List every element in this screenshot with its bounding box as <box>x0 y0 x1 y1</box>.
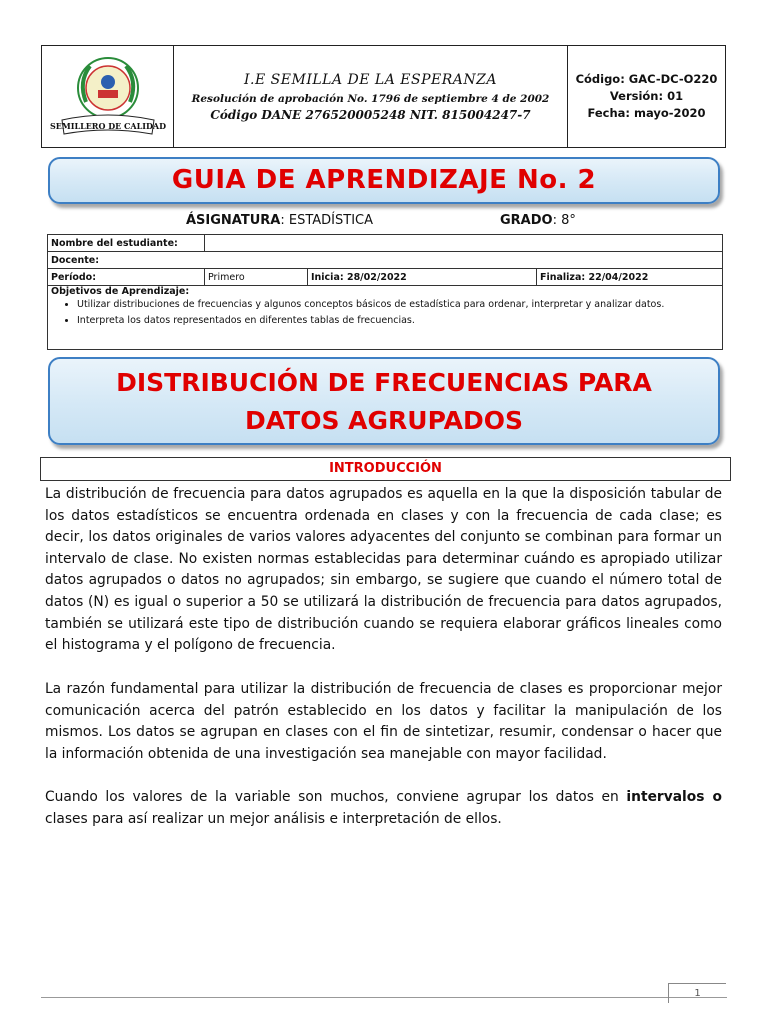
document-header <box>41 45 726 148</box>
topic-title-line1: DISTRIBUCIÓN DE FRECUENCIAS PARA <box>116 368 652 397</box>
objective-item: • Interpreta los datos representados en diferentes tablas de frecuencias. <box>77 314 719 328</box>
resolution-text: Resolución de aprobación No. 1796 de septiembre 4 de 2002 <box>191 93 550 105</box>
start-date: Inicia: 28/02/2022 <box>308 269 537 286</box>
student-name-field[interactable] <box>205 235 723 252</box>
dane-text: Código DANE 276520005248 NIT. 815004247-7 <box>210 108 531 122</box>
document-date: Fecha: mayo-2020 <box>587 106 706 120</box>
subject-value: ESTADÍSTICA <box>288 213 374 228</box>
emphasis-intervals: intervalos o <box>626 789 722 805</box>
topic-title-line2: DATOS AGRUPADOS <box>245 406 523 435</box>
objective-item: • Utilizar distribuciones de frecuencias y algunos conceptos básicos de estadística para ordenar, interpretar y analizar datos. <box>77 298 719 312</box>
period-label: Período: <box>48 269 205 286</box>
document-code: Código: GAC-DC-O220 <box>575 72 718 86</box>
svg-text:SEMILLERO DE CALIDAD: SEMILLERO DE CALIDAD <box>49 120 166 131</box>
student-info-table <box>47 234 723 286</box>
document-page: SEMILLERO DE CALIDAD I.E SEMILLA DE LA ESPERANZA Resolución de aprobación No. 1796 de septiembre 4 de 2002 Código DANE 276520005248 NIT. 815004247-7 Código: GAC-DC-O220 Versión: 01 Fecha: mayo-2020 GUIA DE APRENDIZAJE No. 2 ÁSIGNATURA: ESTADÍSTICA GRADO: 8° Nombre del estudiante: Docente: Período: Primero Inicia: 28/02/2022 Finaliza: 22/04/2022 Objetivos de Aprendizaje: • Utilizar distribuciones de frecuencias y algunos conceptos básicos de estadística para ordenar, interpretar y analizar datos. • Interpreta los datos representados en diferentes tablas de frecuencias. DISTRIBUCIÓN DE FRECUENCIAS PARA DATOS AGRUPADOS INTRODUCCIÓN La distribución de frecuencia para datos agrupados es aquella en la que la disposición tabular de los datos estadísticos se encuentra ordenada en clases y con la frecuencia de cada clase; es decir, los datos originales de varios valores adyacentes del conjunto se combinan para formar un intervalo de clase. No existen normas establecidas para determinar cuándo es apropiado utilizar datos agrupados o datos no agrupados; sin embargo, se sugiere que cuando el número total de datos (N) es igual o superior a 50 se utilizará la distribución de frecuencia para datos agrupados, también se utilizará este tipo de distribución cuando se requiera elaborar gráficos lineales como el histograma y el polígono de frecuencia. La razón fundamental para utilizar la distribución de frecuencia de clases es proporcionar mejor comunicación acerca del patrón establecido en los datos y facilitar la manipulación de los mismos. Los datos se agrupan en clases con el fin de sintetizar, resumir, condensar o hacer que la información obtenida de una investigación sea manejable con mayor facilidad. Cuando los valores de la variable son muchos, conviene agrupar los datos en intervalos o clases para así realizar un mejor análisis e interpretación de ellos. 1 <box>0 0 768 1024</box>
paragraph-3: Cuando los valores de la variable son muchos, conviene agrupar los datos en intervalos o clases para así realizar un mejor análisis e interpretación de ellos. <box>45 789 722 827</box>
document-metadata <box>568 46 725 147</box>
intro-heading: INTRODUCCIÓN <box>40 457 731 481</box>
period-value: Primero <box>205 269 308 286</box>
paragraph-2: La razón fundamental para utilizar la distribución de frecuencia de clases es proporcionar mejor comunicación acerca del patrón establecido en los datos y facilitar la manipulación de los mismos. Los datos se agrupan en clases con el fin de sintetizar, resumir, condensar o hacer que la información obtenida de una investigación sea manejable con mayor facilidad. <box>45 681 722 762</box>
teacher-label: Docente: <box>48 252 723 269</box>
school-logo <box>42 46 174 147</box>
objectives-title: Objetivos de Aprendizaje: <box>51 286 190 297</box>
footer-divider <box>41 997 727 998</box>
grade-label: GRADO <box>500 213 553 228</box>
guide-title-banner <box>48 157 720 204</box>
paragraph-1: La distribución de frecuencia para datos agrupados es aquella en la que la disposición tabular de los datos estadísticos se encuentra ordenada en clases y con la frecuencia de cada clase; es decir, los datos originales de varios valores adyacentes del conjunto se combinan para formar un intervalo de clase. No existen normas establecidas para determinar cuándo es apropiado utilizar datos agrupados o datos no agrupados; sin embargo, se sugiere que cuando el número total de datos (N) es igual o superior a 50 se utilizará la distribución de frecuencia para datos agrupados, también se utilizará este tipo de distribución cuando se requiera elaborar gráficos lineales como el histograma y el polígono de frecuencia. <box>45 486 722 654</box>
end-date: Finaliza: 22/04/2022 <box>537 269 723 286</box>
topic-title-banner <box>48 357 720 445</box>
grade-value: 8° <box>561 213 576 228</box>
school-name: I.E SEMILLA DE LA ESPERANZA <box>244 72 497 88</box>
student-name-label: Nombre del estudiante: <box>48 235 205 252</box>
subject-label: ÁSIGNATURA <box>186 213 281 228</box>
guide-title: GUIA DE APRENDIZAJE No. 2 <box>171 165 597 195</box>
page-number: 1 <box>668 983 726 1003</box>
document-version: Versión: 01 <box>609 89 684 103</box>
objectives-box <box>47 284 723 350</box>
objectives-list <box>51 298 719 328</box>
